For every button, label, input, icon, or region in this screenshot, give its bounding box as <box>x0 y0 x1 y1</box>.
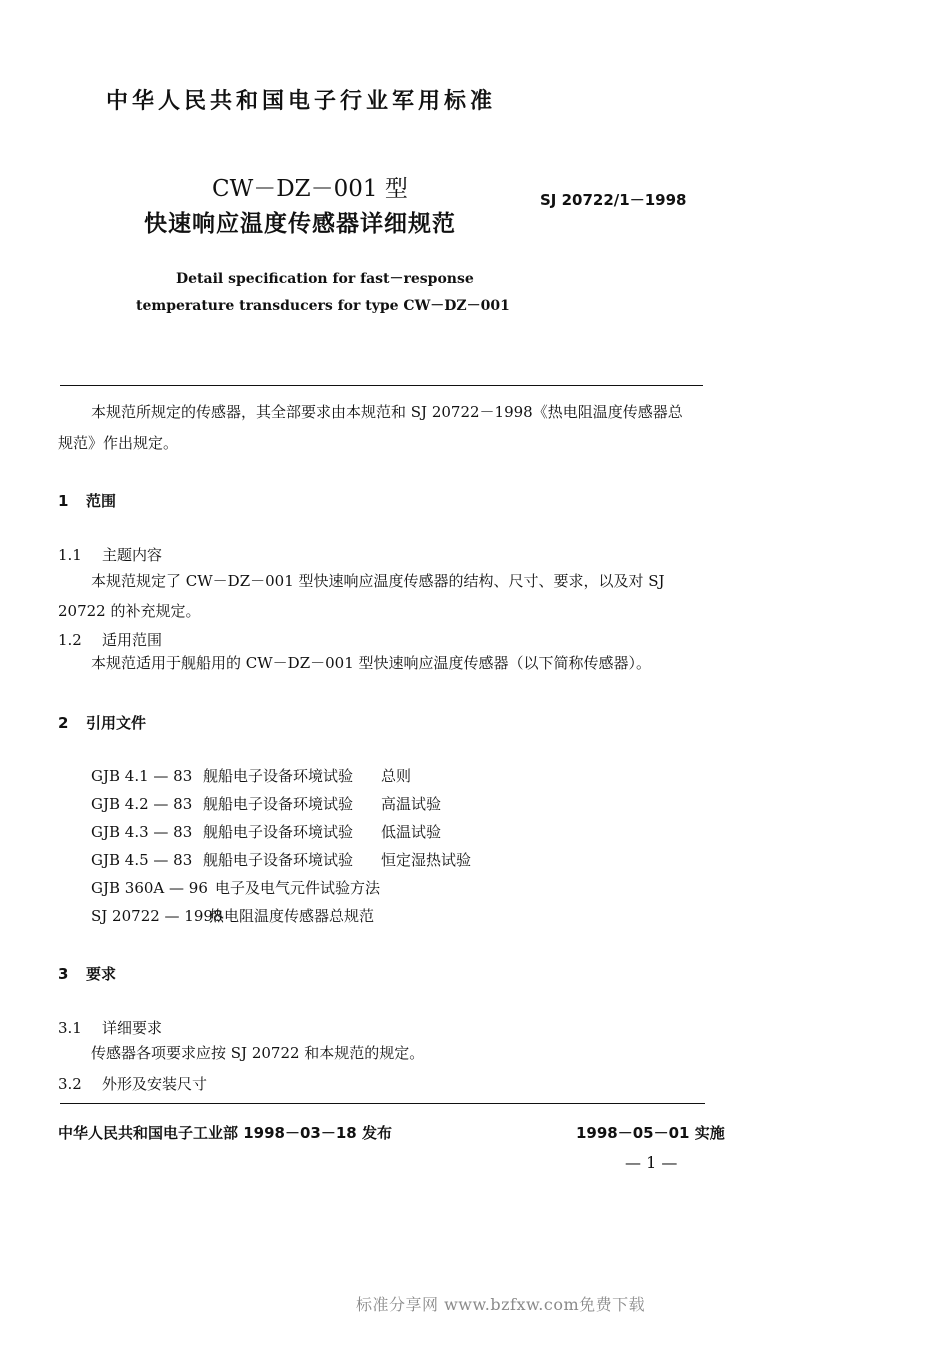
reference-code: GJB 4.2 — 83 <box>91 795 193 813</box>
section-title: 详细要求 <box>102 1019 163 1037</box>
english-title-line-1: Detail specification for fast－response <box>176 271 474 287</box>
reference-part: 高温试验 <box>381 795 442 813</box>
reference-code: GJB 4.1 — 83 <box>91 767 193 785</box>
header-divider <box>60 385 703 386</box>
section-title: 外形及安装尺寸 <box>102 1075 208 1093</box>
section-title: 适用范围 <box>102 631 163 649</box>
reference-code: GJB 4.3 — 83 <box>91 823 193 841</box>
section-title: 要求 <box>86 965 117 983</box>
reference-name: 舰船电子设备环境试验 <box>203 851 354 869</box>
reference-part: 恒定湿热试验 <box>381 851 472 869</box>
section-number: 3 <box>58 965 69 983</box>
reference-item <box>91 877 380 898</box>
section-number: 1 <box>58 492 69 510</box>
section-number: 1.1 <box>58 546 82 564</box>
watermark-text: 标准分享网 www.bzfxw.com免费下载 <box>356 1295 646 1314</box>
document-title-model: CW－DZ－001 型 <box>212 176 408 202</box>
section-number: 2 <box>58 714 69 732</box>
reference-part: 低温试验 <box>381 823 442 841</box>
reference-name: 电子及电气元件试验方法 <box>215 879 381 897</box>
section-3-1-heading <box>58 1017 162 1038</box>
section-1-2-text: 本规范适用于舰船用的 CW－DZ－001 型快速响应温度传感器（以下简称传感器）。 <box>91 654 652 672</box>
section-title: 引用文件 <box>86 714 147 732</box>
reference-part: 总则 <box>381 767 412 785</box>
intro-paragraph-line-2: 规范》作出规定。 <box>58 434 179 452</box>
section-1-1-text-line-1: 本规范规定了 CW－DZ－001 型快速响应温度传感器的结构、尺寸、要求，以及对 SJ <box>91 572 665 590</box>
section-number: 1.2 <box>58 631 82 649</box>
reference-name: 舰船电子设备环境试验 <box>203 795 354 813</box>
reference-code: SJ 20722 — 1998 <box>91 907 223 925</box>
intro-paragraph-line-1: 本规范所规定的传感器，其全部要求由本规范和 SJ 20722－1998《热电阻温度传感器总 <box>91 403 683 421</box>
reference-item <box>91 905 374 926</box>
issuing-standard-header: 中华人民共和国电子行业军用标准 <box>106 89 497 114</box>
document-title: 快速响应温度传感器详细规范 <box>144 211 456 237</box>
reference-item <box>91 821 441 842</box>
section-1-heading <box>58 490 116 511</box>
issue-date: 中华人民共和国电子工业部 1998－03－18 发布 <box>58 1124 392 1142</box>
reference-item <box>91 849 471 870</box>
section-2-heading <box>58 712 146 733</box>
english-title-line-2: temperature transducers for type CW－DZ－001 <box>136 298 510 314</box>
section-1-1-heading <box>58 544 162 565</box>
standard-number: SJ 20722/1－1998 <box>540 191 687 209</box>
reference-name: 舰船电子设备环境试验 <box>203 823 354 841</box>
section-1-2-heading <box>58 629 162 650</box>
reference-code: GJB 360A — 96 <box>91 879 208 897</box>
reference-code: GJB 4.5 — 83 <box>91 851 193 869</box>
section-3-heading <box>58 963 116 984</box>
page-number: — 1 — <box>625 1153 678 1172</box>
section-title: 主题内容 <box>102 546 163 564</box>
section-1-1-text-line-2: 20722 的补充规定。 <box>58 602 201 620</box>
section-title: 范围 <box>86 492 117 510</box>
footer-divider <box>60 1103 705 1104</box>
implementation-date: 1998－05－01 实施 <box>576 1124 725 1142</box>
reference-name: 舰船电子设备环境试验 <box>203 767 354 785</box>
reference-item <box>91 793 441 814</box>
section-3-1-text: 传感器各项要求应按 SJ 20722 和本规范的规定。 <box>91 1044 425 1062</box>
reference-name: 热电阻温度传感器总规范 <box>209 907 375 925</box>
section-3-2-heading <box>58 1073 207 1094</box>
section-number: 3.1 <box>58 1019 82 1037</box>
section-number: 3.2 <box>58 1075 82 1093</box>
reference-item <box>91 765 411 786</box>
